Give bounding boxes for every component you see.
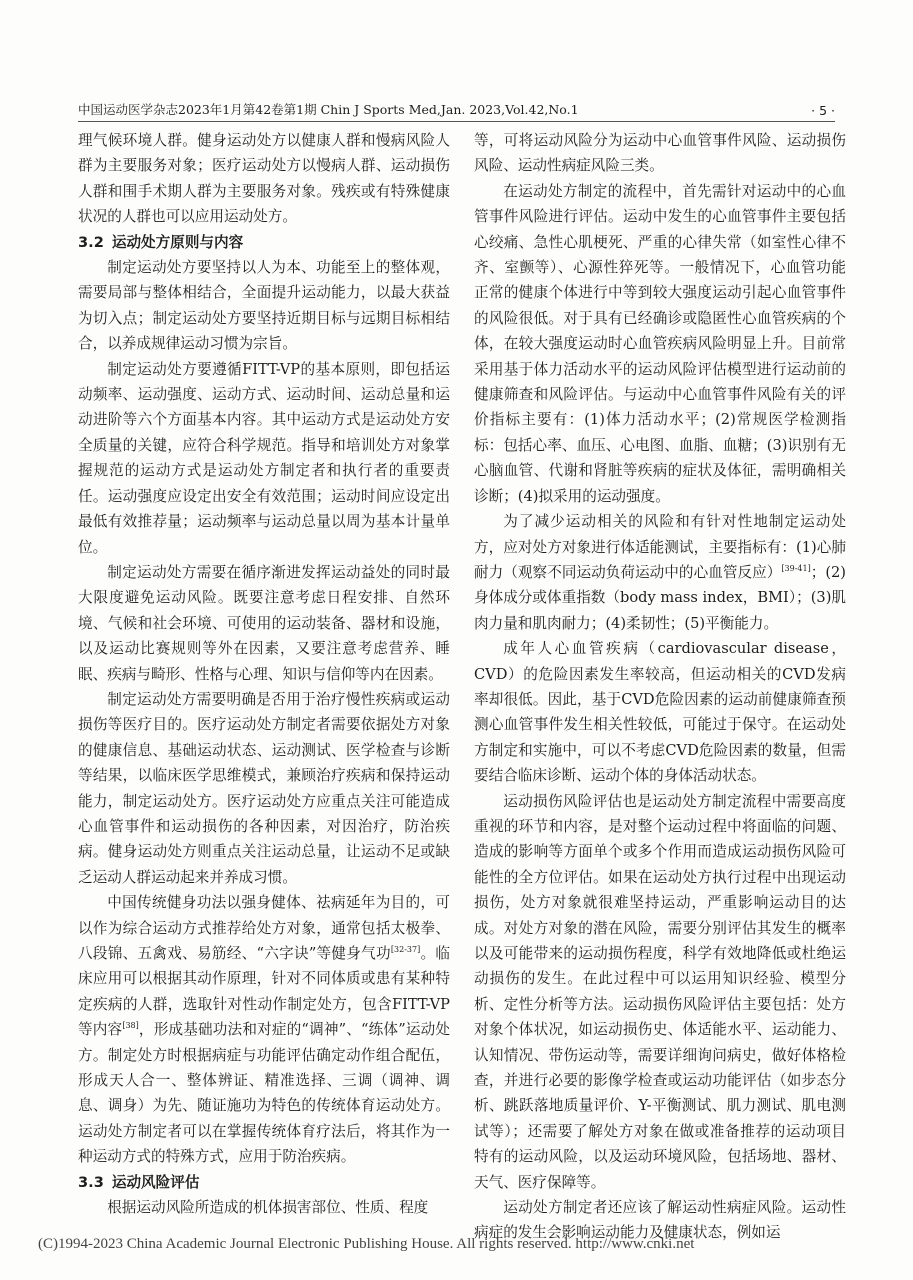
paragraph: 制定运动处方要坚持以人为本、功能至上的整体观，需要局部与整体相结合，全面提升运动能力，以最大获益为切入点；制定运动处方要坚持近期目标与远期目标相结合，以养成规律运动习惯为宗旨。 [78, 259, 450, 353]
section-heading-3-2 [78, 230, 450, 255]
paragraph [474, 509, 846, 636]
paragraph: 根据运动风险所造成的机体损害部位、性质、程度 [107, 1199, 429, 1217]
paragraph: 制定运动处方需要在循序渐进发挥运动益处的同时最大限度避免运动风险。既要注意考虑日程安排、自然环境、气候和社会环境、可使用的运动装备、器材和设施，以及运动比赛规则等外在因素，又要注意考虑营养、睡眠、疾病与畸形、性格与心理、知识与信仰等内在因素。 [78, 563, 450, 683]
paragraph-text: 中国传统健身功法以强身健体、祛病延年为目的，可以作为综合运动方式推荐给处方对象，通常包括太极拳、八段锦、五禽戏、易筋经、“六字诀”等健身气功 [78, 894, 450, 962]
section-number: 3.2 [78, 233, 104, 251]
citation-ref: [32-37] [390, 945, 421, 955]
paragraph: 制定运动处方需要明确是否用于治疗慢性疾病或运动损伤等医疗目的。医疗运动处方制定者需要依据处方对象的健康信息、基础运动状态、运动测试、医学检查与诊断等结果，以临床医学思维模式，兼顾治疗疾病和保持运动能力，制定运动处方。医疗运动处方应重点关注可能造成心血管事件和运动损伤的各种因素，对因治疗，防治疾病。健身运动处方则重点关注运动总量，让运动不足或缺乏运动人群运动起来并养成习惯。 [78, 690, 450, 886]
copyright-footer: (C)1994-2023 China Academic Journal Electronic Publishing House. All rights reserved. http://www.cnki.net [38, 1236, 695, 1252]
page-number: · 5 · [811, 103, 835, 118]
section-title: 运动处方原则与内容 [111, 233, 244, 251]
paragraph-text: ；(2)身体成分或体重指数（body mass index，BMI）；(3)肌肉力量和肌肉耐力；(4)柔韧性；(5)平衡能力。 [474, 563, 846, 632]
paragraph-text: ，形成基础功法和对症的“调神”、“练体”运动处方。制定处方时根据病症与功能评估确定动作组合配伍，形成天人合一、整体辨证、精准选择、三调（调神、调息、调身）为先、随证施功为特色的传统体育运动处方。运动处方制定者可以在掌握传统体育疗法后，将其作为一种运动方式的特殊方式，应用于防治疾病。 [78, 1021, 450, 1166]
citation-ref: [39-41] [781, 564, 811, 574]
journal-citation: 中国运动医学杂志2023年1月第42卷第1期 Chin J Sports Med,Jan. 2023,Vol.42,No.1 [78, 102, 579, 117]
paragraph: 制定运动处方要遵循FITT-VP的基本原则，即包括运动频率、运动强度、运动方式、运动时间、运动总量和运动进阶等六个方面基本内容。其中运动方式是运动处方安全质量的关键，应符合科学规范。指导和培训处方对象掌握规范的运动方式是运动处方制定者和执行者的重要责任。运动强度应设定出安全有效范围；运动时间应设定出最低有效推荐量；运动频率与运动总量以周为基本计量单位。 [78, 360, 450, 556]
section-heading-3-3 [78, 1170, 450, 1195]
paragraph: 理气候环境人群。健身运动处方以健康人群和慢病风险人群为主要服务对象；医疗运动处方以慢病人群、运动损伤人群和围手术期人群为主要服务对象。残疾或有特殊健康状况的人群也可以应用运动处方。 [78, 132, 450, 226]
left-column [78, 128, 450, 1220]
citation-ref: [38] [122, 1021, 139, 1031]
running-header [78, 96, 835, 122]
paragraph: 运动处方制定者还应该了解运动性病症风险。运动性病症的发生会影响运动能力及健康状态，例如运 [474, 1199, 846, 1242]
paragraph-text: 。临床应用可以根据其动作原理，针对不同体质或患有某种特定疾病的人群，选取针对性动作制定处方，包含FITT-VP等内容 [78, 945, 450, 1039]
paragraph-text: 为了减少运动相关的风险和有针对性地制定运动处方，应对处方对象进行体适能测试，主要指标有：(1)心肺耐力（观察不同运动负荷运动中的心血管反应） [474, 513, 846, 581]
paragraph: 等，可将运动风险分为运动中心血管事件风险、运动损伤风险、运动性病症风险三类。 [474, 132, 846, 175]
paragraph: 在运动处方制定的流程中，首先需针对运动中的心血管事件风险进行评估。运动中发生的心血管事件主要包括心绞痛、急性心肌梗死、严重的心律失常（如室性心律不齐、室颤等）、心源性猝死等。一般情况下，心血管功能正常的健康个体进行中等到较大强度运动引起心血管事件的风险很低。对于具有已经确诊或隐匿性心血管疾病的个体，在较大强度运动时心血管疾病风险明显上升。目前常采用基于体力活动水平的运动风险评估模型进行运动前的健康筛查和风险评估。与运动中心血管事件风险有关的评价指标主要有：(1)体力活动水平；(2)常规医学检测指标：包括心率、血压、心电图、血脂、血糖；(3)识别有无心脑血管、代谢和肾脏等疾病的症状及体征，需明确相关诊断；(4)拟采用的运动强度。 [474, 182, 846, 505]
paragraph [78, 890, 450, 1169]
paragraph: 运动损伤风险评估也是运动处方制定流程中需要高度重视的环节和内容，是对整个运动过程中将面临的问题、造成的影响等方面单个或多个作用而造成运动损伤风险可能性的全方位评估。如果在运动处方执行过程中出现运动损伤，处方对象就很难坚持运动，严重影响运动目的达成。对处方对象的潜在风险，需要分别评估其发生的概率以及可能带来的运动损伤程度，科学有效地降低或杜绝运动损伤的发生。在此过程中可以运用知识经验、模型分析、定性分析等方法。运动损伤风险评估主要包括：处方对象个体状况，如运动损伤史、体适能水平、运动能力、认知情况、带伤运动等，需要详细询问病史，做好体格检查，并进行必要的影像学检查或运动功能评估（如步态分析、跳跃落地质量评价、Y-平衡测试、肌力测试、肌电测试等）；还需要了解处方对象在做或准备推荐的运动项目特有的运动风险，以及运动环境风险，包括场地、器材、天气、医疗保障等。 [474, 792, 846, 1191]
right-column [474, 128, 846, 1246]
section-number: 3.3 [78, 1173, 104, 1191]
paragraph: 成年人心血管疾病（cardiovascular disease，CVD）的危险因素发生率较高，但运动相关的CVD发病率却很低。因此，基于CVD危险因素的运动前健康筛查预测心血管事件发生相关性较低，可能过于保守。在运动处方制定和实施中，可以不考虑CVD危险因素的数量，但需要结合临床诊断、运动个体的身体活动状态。 [474, 640, 846, 785]
section-title: 运动风险评估 [111, 1173, 200, 1191]
